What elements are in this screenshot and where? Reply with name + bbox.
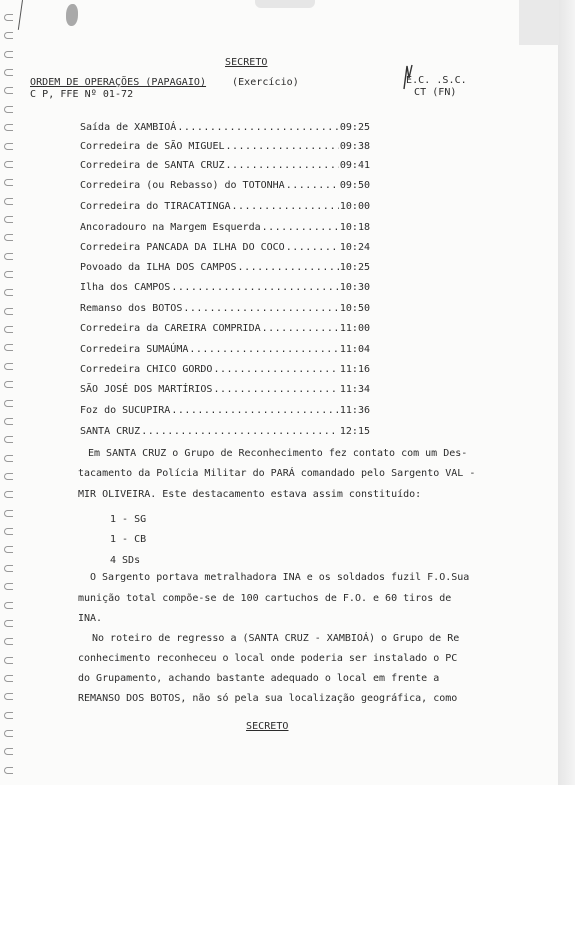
paragraph-line: munição total compõe-se de 100 cartuchos de F.O. e 60 tiros de [78,593,452,604]
itinerary-time: 09:25 [339,122,370,133]
itinerary-time: 11:36 [339,405,370,416]
leader-dots [171,282,339,294]
itinerary-place: Corredeira CHICO GORDO [80,364,213,375]
binding-hole [4,308,13,315]
binding-hole [4,528,13,535]
itinerary-place: Corredeira de SANTA CRUZ [80,160,225,171]
itinerary-time: 11:16 [339,364,370,375]
paragraph-line: No roteiro de regresso a (SANTA CRUZ - XAMBIOÁ) o Grupo de Re [92,633,460,644]
leader-dots [213,384,338,396]
list-item [80,222,370,234]
itinerary-time: 10:50 [339,303,370,314]
stamp-top: E.C. .S.C. [406,75,467,86]
list-item [80,160,370,172]
binding-hole [4,675,13,682]
leader-dots [262,222,339,234]
itinerary-place: Corredeira da CAREIRA COMPRIDA [80,323,261,334]
list-item [80,364,370,376]
itinerary-time: 12:15 [339,426,370,437]
binding-hole [4,198,13,205]
leader-dots [183,303,339,315]
binding-hole [4,510,13,517]
paragraph-line: Em SANTA CRUZ o Grupo de Reconhecimento fez contato com um Des- [88,448,468,459]
binding-hole [4,14,13,21]
itinerary-time: 10:18 [339,222,370,233]
binding-hole [4,271,13,278]
paragraph-line: tacamento da Polícia Militar do PARÁ comandado pelo Sargento VAL - [78,468,476,479]
list-item [80,344,370,356]
ink-smudge [66,4,78,26]
binding-hole [4,400,13,407]
itinerary-place: Saída de XAMBIOÁ [80,122,177,133]
binding-hole [4,106,13,113]
itinerary-time: 10:24 [339,242,370,253]
list-item [80,242,370,254]
exercise-label: (Exercício) [232,77,299,88]
list-item [80,384,370,396]
binding-hole [4,161,13,168]
list-item [80,303,370,315]
leader-dots [226,141,339,153]
binding-hole [4,344,13,351]
binding-hole [4,289,13,296]
binding-hole [4,124,13,131]
binding-hole [4,602,13,609]
binding-hole [4,712,13,719]
binding-hole [4,69,13,76]
leader-dots [213,364,338,376]
list-item [80,141,370,153]
binding-hole [4,473,13,480]
itinerary-place: SÃO JOSÉ DOS MARTÍRIOS [80,384,213,395]
binding-hole [4,253,13,260]
itinerary-place: Ancoradouro na Margem Esquerda [80,222,261,233]
paragraph-line: do Grupamento, achando bastante adequado o local em frente a [78,673,440,684]
itinerary-place: Corredeira PANCADA DA ILHA DO COCO [80,242,285,253]
list-item: 4 SDs [110,555,141,566]
itinerary-place: Remanso dos BOTOS [80,303,183,314]
list-item [80,180,370,192]
itinerary-place: Corredeira (ou Rebasso) do TOTONHA [80,180,285,191]
itinerary-time: 09:38 [339,141,370,152]
binding-hole [4,455,13,462]
binding-hole [4,748,13,755]
paragraph-line: O Sargento portava metralhadora INA e os soldados fuzil F.O.Sua [90,572,470,583]
binding-hole [4,693,13,700]
itinerary-place: Corredeira SUMAÚMA [80,344,189,355]
binding-hole [4,657,13,664]
itinerary-time: 10:00 [339,201,370,212]
binding-hole [4,179,13,186]
list-item [80,426,370,438]
list-item [80,405,370,417]
itinerary-place: Ilha dos CAMPOS [80,282,171,293]
itinerary-place: SANTA CRUZ [80,426,141,437]
list-item [80,122,370,134]
itinerary-time: 09:50 [339,180,370,191]
itinerary-place: Povoado da ILHA DOS CAMPOS [80,262,237,273]
binding-hole [4,51,13,58]
binding-hole [4,730,13,737]
paragraph-line: conhecimento reconheceu o local onde poderia ser instalado o PC [78,653,458,664]
binding-hole [4,326,13,333]
ink-blot [255,0,315,8]
binding-holes [4,14,16,774]
binding-hole [4,32,13,39]
leader-dots [286,180,339,192]
itinerary-place: Corredeira do TIRACATINGA [80,201,231,212]
binding-hole [4,363,13,370]
binding-hole [4,381,13,388]
page-edge-shadow [558,0,575,785]
binding-hole [4,565,13,572]
binding-hole [4,216,13,223]
leader-dots [232,201,339,213]
list-item [80,282,370,294]
list-item [80,201,370,213]
binding-hole [4,418,13,425]
classification-header: SECRETO [225,57,268,68]
paragraph-line: REMANSO DOS BOTOS, não só pela sua localização geográfica, como [78,693,458,704]
binding-hole [4,234,13,241]
binding-hole [4,491,13,498]
binding-hole [4,87,13,94]
leader-dots [189,344,339,356]
stamp-bottom: CT (FN) [414,87,457,98]
itinerary-place: Corredeira de SÃO MIGUEL [80,141,225,152]
leader-dots [171,405,339,417]
list-item: 1 - CB [110,534,147,545]
order-title: ORDEM DE OPERAÇÕES (PAPAGAIO) [30,77,207,88]
list-item [80,323,370,335]
list-item: 1 - SG [110,514,147,525]
classification-footer: SECRETO [246,721,289,732]
binding-hole [4,767,13,774]
leader-dots [177,122,339,134]
document-reference: C P, FFE Nº 01-72 [30,89,134,100]
leader-dots [226,160,339,172]
itinerary-time: 10:30 [339,282,370,293]
binding-hole [4,638,13,645]
itinerary-time: 09:41 [339,160,370,171]
leader-dots [262,323,339,335]
binding-hole [4,583,13,590]
binding-hole [4,620,13,627]
list-item [80,262,370,274]
leader-dots [238,262,339,274]
binding-hole [4,546,13,553]
itinerary-time: 11:34 [339,384,370,395]
handwritten-mark [402,64,414,90]
paragraph-line: MIR OLIVEIRA. Este destacamento estava assim constituído: [78,489,422,500]
corner-smudge [519,0,559,45]
itinerary-time: 11:00 [339,323,370,334]
binding-hole [4,436,13,443]
itinerary-time: 11:04 [339,344,370,355]
leader-dots [141,426,339,438]
itinerary-place: Foz do SUCUPIRA [80,405,171,416]
binding-hole [4,143,13,150]
leader-dots [286,242,339,254]
itinerary-time: 10:25 [339,262,370,273]
paragraph-line: INA. [78,613,103,624]
